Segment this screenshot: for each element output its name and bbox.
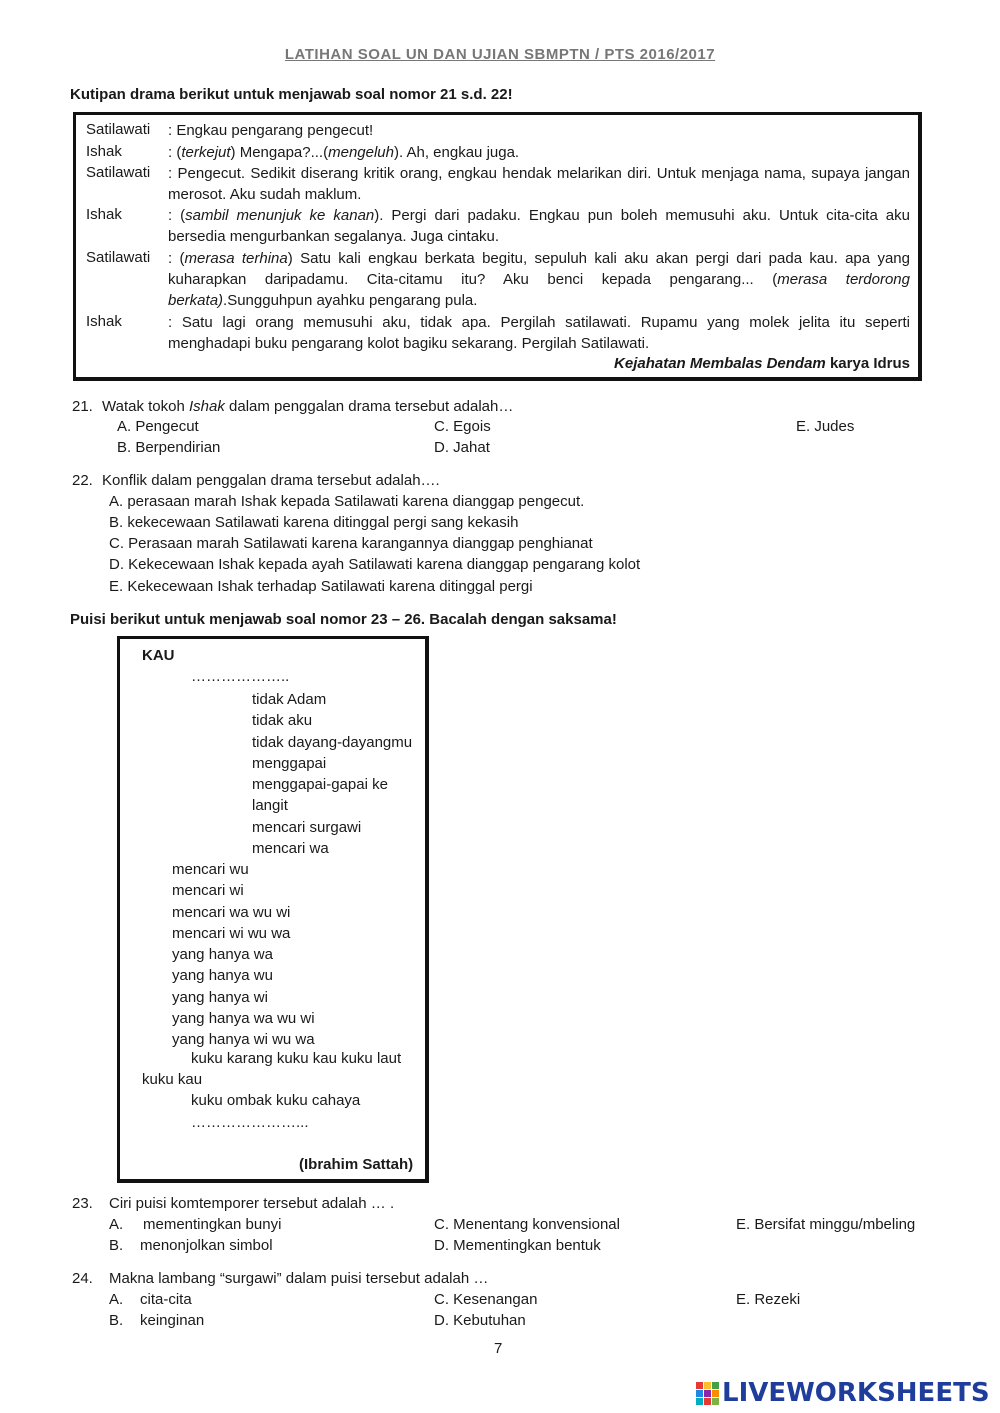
q24-option-e[interactable]: E. Rezeki	[736, 1291, 801, 1308]
q24-option-a[interactable]: A. cita-cita	[109, 1291, 192, 1308]
q21-option-e[interactable]: E. Judes	[796, 418, 855, 435]
dialogue-text: : (terkejut) Mengapa?...(mengeluh). Ah, engkau juga.	[168, 144, 520, 161]
speaker-name: Satilawati	[86, 164, 151, 181]
q23-option-a[interactable]: A. mementingkan bunyi	[109, 1216, 282, 1233]
logo-square	[712, 1382, 719, 1389]
question-24-number: 24.	[72, 1270, 93, 1287]
logo-square	[704, 1382, 711, 1389]
logo-square	[712, 1398, 719, 1405]
poem-line: mencari wi	[172, 882, 244, 900]
poem-stanza-indented	[252, 689, 412, 859]
q21-option-d[interactable]: D. Jahat	[434, 439, 490, 456]
question-23-text: Ciri puisi komtemporer tersebut adalah … .	[109, 1195, 395, 1212]
logo-grid-icon	[696, 1382, 719, 1405]
q22-option-b[interactable]: B. kekecewaan Satilawati karena ditinggal pergi sang kekasih	[109, 514, 519, 531]
q22-option-d[interactable]: D. Kekecewaan Ishak kepada ayah Satilawati karena dianggap pengarang kolot	[109, 556, 641, 573]
poem-line: kuku kau	[142, 1071, 203, 1088]
speaker-name: Ishak	[86, 313, 122, 330]
dialogue-text: : Engkau pengarang pengecut!	[168, 122, 374, 139]
q24-option-d[interactable]: D. Kebutuhan	[434, 1312, 526, 1329]
logo-square	[696, 1382, 703, 1389]
speaker-name: Ishak	[86, 143, 122, 160]
poem-line: langit	[252, 797, 288, 815]
logo-text: LIVEWORKSHEETS	[722, 1378, 990, 1408]
poem-stanza	[172, 859, 315, 1051]
logo-square	[696, 1398, 703, 1405]
question-24-text: Makna lambang “surgawi” dalam puisi tersebut adalah …	[109, 1270, 489, 1287]
poem-line: yang hanya wi	[172, 988, 268, 1006]
question-22-number: 22.	[72, 472, 93, 489]
poem-line: mencari surgawi	[252, 818, 362, 836]
dialogue-text: : Pengecut. Sedikit diserang kritik orang, engkau hendak melarikan diri. Untuk menjaga nama, supaya jangan merosot. Aku sudah maklum.	[168, 165, 910, 203]
question-21-text: Watak tokoh Ishak dalam penggalan drama tersebut adalah…	[102, 398, 514, 415]
poem-title: KAU	[142, 647, 175, 664]
drama-instruction: Kutipan drama berikut untuk menjawab soal nomor 21 s.d. 22!	[70, 86, 513, 103]
page-number: 7	[494, 1340, 503, 1357]
q22-option-c[interactable]: C. Perasaan marah Satilawati karena karangannya dianggap penghianat	[109, 535, 593, 552]
question-21-number: 21.	[72, 398, 93, 415]
drama-source: Kejahatan Membalas Dendam karya Idrus	[614, 355, 910, 372]
q21-option-a[interactable]: A. Pengecut	[117, 418, 199, 435]
poem-line: mencari wu	[172, 861, 249, 878]
speaker-name: Satilawati	[86, 121, 151, 138]
q21-option-b[interactable]: B. Berpendirian	[117, 439, 221, 456]
poem-line: mencari wa wu wi	[172, 903, 291, 921]
dialogue-text: : (merasa terhina) Satu kali engkau berkata begitu, sepuluh kali aku akan pergi dari pada kau. apa yang kuharapkan daripadamu. Cita-citamu itu? Aku benci kepada pengarang... (merasa terdorong berkata).Sungguhpun ayahku pengarang pula.	[168, 250, 910, 309]
poem-line: menggapai	[252, 754, 327, 772]
poem-line: kuku karang kuku kau kuku laut	[191, 1050, 402, 1067]
q23-option-b[interactable]: B. menonjolkan simbol	[109, 1237, 273, 1254]
q22-option-e[interactable]: E. Kekecewaan Ishak terhadap Satilawati karena ditinggal pergi	[109, 578, 533, 595]
logo-square	[712, 1390, 719, 1397]
speaker-name: Satilawati	[86, 249, 151, 266]
poem-line: mencari wa	[252, 840, 329, 858]
poem-line: menggapai-gapai ke	[252, 776, 388, 794]
liveworksheets-logo[interactable]	[696, 1378, 990, 1408]
poem-line: yang hanya wu	[172, 967, 273, 985]
dialogue-text: : Satu lagi orang memusuhi aku, tidak apa. Pergilah satilawati. Rupamu yang molek jelita itu seperti menghadapi buku pengarang kolot bagiku sekarang. Pergilah Satilawati.	[168, 314, 910, 352]
q21-option-c[interactable]: C. Egois	[434, 418, 491, 435]
poem-ellipsis: ………………..	[191, 668, 290, 685]
q23-option-d[interactable]: D. Mementingkan bentuk	[434, 1237, 601, 1254]
q24-option-b[interactable]: B. keinginan	[109, 1312, 205, 1329]
q24-option-c[interactable]: C. Kesenangan	[434, 1291, 538, 1308]
question-23-number: 23.	[72, 1195, 93, 1212]
poem-line: kuku ombak kuku cahaya	[191, 1092, 361, 1109]
poem-line: tidak aku	[252, 712, 313, 730]
question-22-text: Konflik dalam penggalan drama tersebut adalah….	[102, 472, 440, 489]
poem-line: tidak dayang-dayangmu	[252, 733, 413, 751]
poem-author: (Ibrahim Sattah)	[299, 1156, 414, 1173]
q23-option-e[interactable]: E. Bersifat minggu/mbeling	[736, 1216, 916, 1233]
poem-line: mencari wi wu wa	[172, 924, 291, 942]
poem-line: yang hanya wa wu wi	[172, 1010, 315, 1028]
poem-instruction: Puisi berikut untuk menjawab soal nomor 23 – 26. Bacalah dengan saksama!	[70, 611, 617, 628]
logo-square	[696, 1390, 703, 1397]
q23-option-c[interactable]: C. Menentang konvensional	[434, 1216, 620, 1233]
poem-ellipsis: …………………...	[191, 1114, 309, 1131]
speaker-name: Ishak	[86, 206, 122, 223]
q22-option-a[interactable]: A. perasaan marah Ishak kepada Satilawati karena dianggap pengecut.	[109, 493, 585, 510]
poem-line: yang hanya wi wu wa	[172, 1031, 315, 1049]
logo-square	[704, 1390, 711, 1397]
logo-square	[704, 1398, 711, 1405]
poem-line: yang hanya wa	[172, 946, 273, 964]
poem-line: tidak Adam	[252, 691, 327, 708]
page-header: LATIHAN SOAL UN DAN UJIAN SBMPTN / PTS 2016/2017	[284, 46, 716, 63]
dialogue-text: : (sambil menunjuk ke kanan). Pergi dari padaku. Engkau pun boleh memusuhi aku. Untuk cita-cita aku bersedia mengurbankan segalanya. Juga cintaku.	[168, 207, 910, 245]
